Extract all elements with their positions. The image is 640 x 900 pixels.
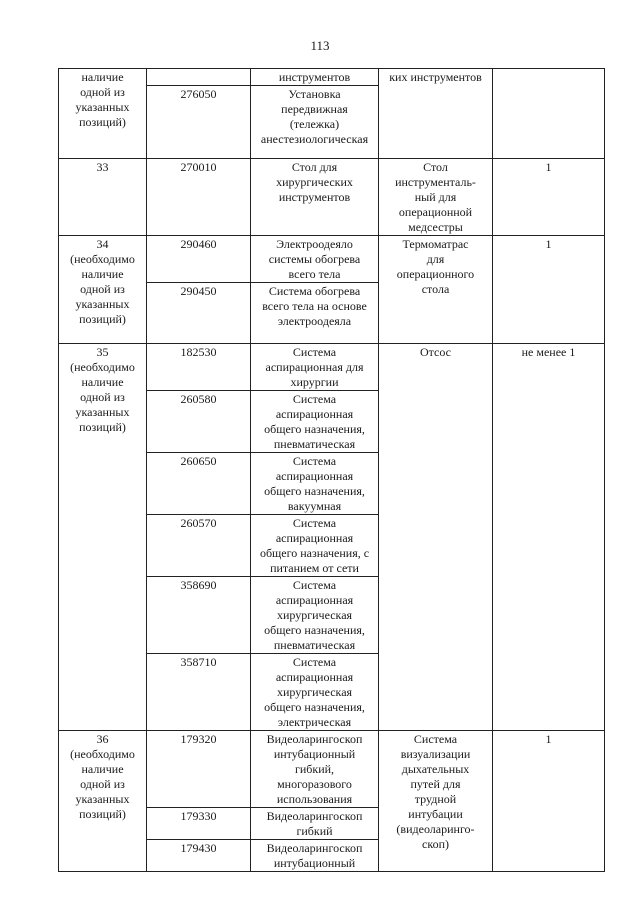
table-row (59, 236, 605, 283)
type-cell: Отсос (379, 344, 493, 731)
code-cell: 290450 (147, 283, 251, 344)
quantity-cell: 1 (493, 159, 605, 236)
code-cell: 270010 (147, 159, 251, 236)
code-cell: 182530 (147, 344, 251, 391)
name-cell: Стол для хирургических инструментов (251, 159, 379, 236)
code-cell (147, 69, 251, 86)
type-cell: Система визуализации дыхательных путей для трудной интубации (видеоларинго- скоп) (379, 731, 493, 872)
type-cell: ких инструментов (379, 69, 493, 159)
type-cell: Термоматрас для операционного стола (379, 236, 493, 344)
code-cell: 358690 (147, 577, 251, 654)
page-number: 113 (310, 38, 330, 53)
code-cell: 179320 (147, 731, 251, 808)
code-cell: 179330 (147, 808, 251, 840)
table-row (59, 69, 605, 86)
code-cell: 179430 (147, 840, 251, 872)
name-cell: Система обогрева всего тела на основе электроодеяла (251, 283, 379, 344)
position-cell: 36 (необходимо наличие одной из указанных позиций) (59, 731, 147, 872)
quantity-cell: не менее 1 (493, 344, 605, 731)
code-cell: 358710 (147, 654, 251, 731)
table-row (59, 159, 605, 236)
name-cell: инструментов (251, 69, 379, 86)
name-cell: Система аспирационная хирургическая общего назначения, электрическая (251, 654, 379, 731)
name-cell: Видеоларингоскоп гибкий (251, 808, 379, 840)
table-row (59, 344, 605, 391)
type-cell: Стол инструменталь- ный для операционной медсестры (379, 159, 493, 236)
quantity-cell: 1 (493, 236, 605, 344)
position-cell: 35 (необходимо наличие одной из указанных позиций) (59, 344, 147, 731)
table-row (59, 731, 605, 808)
code-cell: 276050 (147, 86, 251, 159)
name-cell: Система аспирационная общего назначения, вакуумная (251, 453, 379, 515)
code-cell: 290460 (147, 236, 251, 283)
name-cell: Электроодеяло системы обогрева всего тела (251, 236, 379, 283)
name-cell: Система аспирационная для хирургии (251, 344, 379, 391)
code-cell: 260650 (147, 453, 251, 515)
quantity-cell (493, 69, 605, 159)
code-cell: 260580 (147, 391, 251, 453)
quantity-cell: 1 (493, 731, 605, 872)
code-cell: 260570 (147, 515, 251, 577)
name-cell: Система аспирационная общего назначения, пневматическая (251, 391, 379, 453)
name-cell: Видеоларингоскоп интубационный гибкий, многоразового использования (251, 731, 379, 808)
name-cell: Система аспирационная общего назначения, с питанием от сети (251, 515, 379, 577)
position-cell: 33 (59, 159, 147, 236)
name-cell: Система аспирационная хирургическая общего назначения, пневматическая (251, 577, 379, 654)
name-cell: Видеоларингоскоп интубационный (251, 840, 379, 872)
position-cell: 34 (необходимо наличие одной из указанных позиций) (59, 236, 147, 344)
position-cell: наличие одной из указанных позиций) (59, 69, 147, 159)
equipment-table (58, 68, 605, 872)
name-cell: Установка передвижная (тележка) анестезиологическая (251, 86, 379, 159)
